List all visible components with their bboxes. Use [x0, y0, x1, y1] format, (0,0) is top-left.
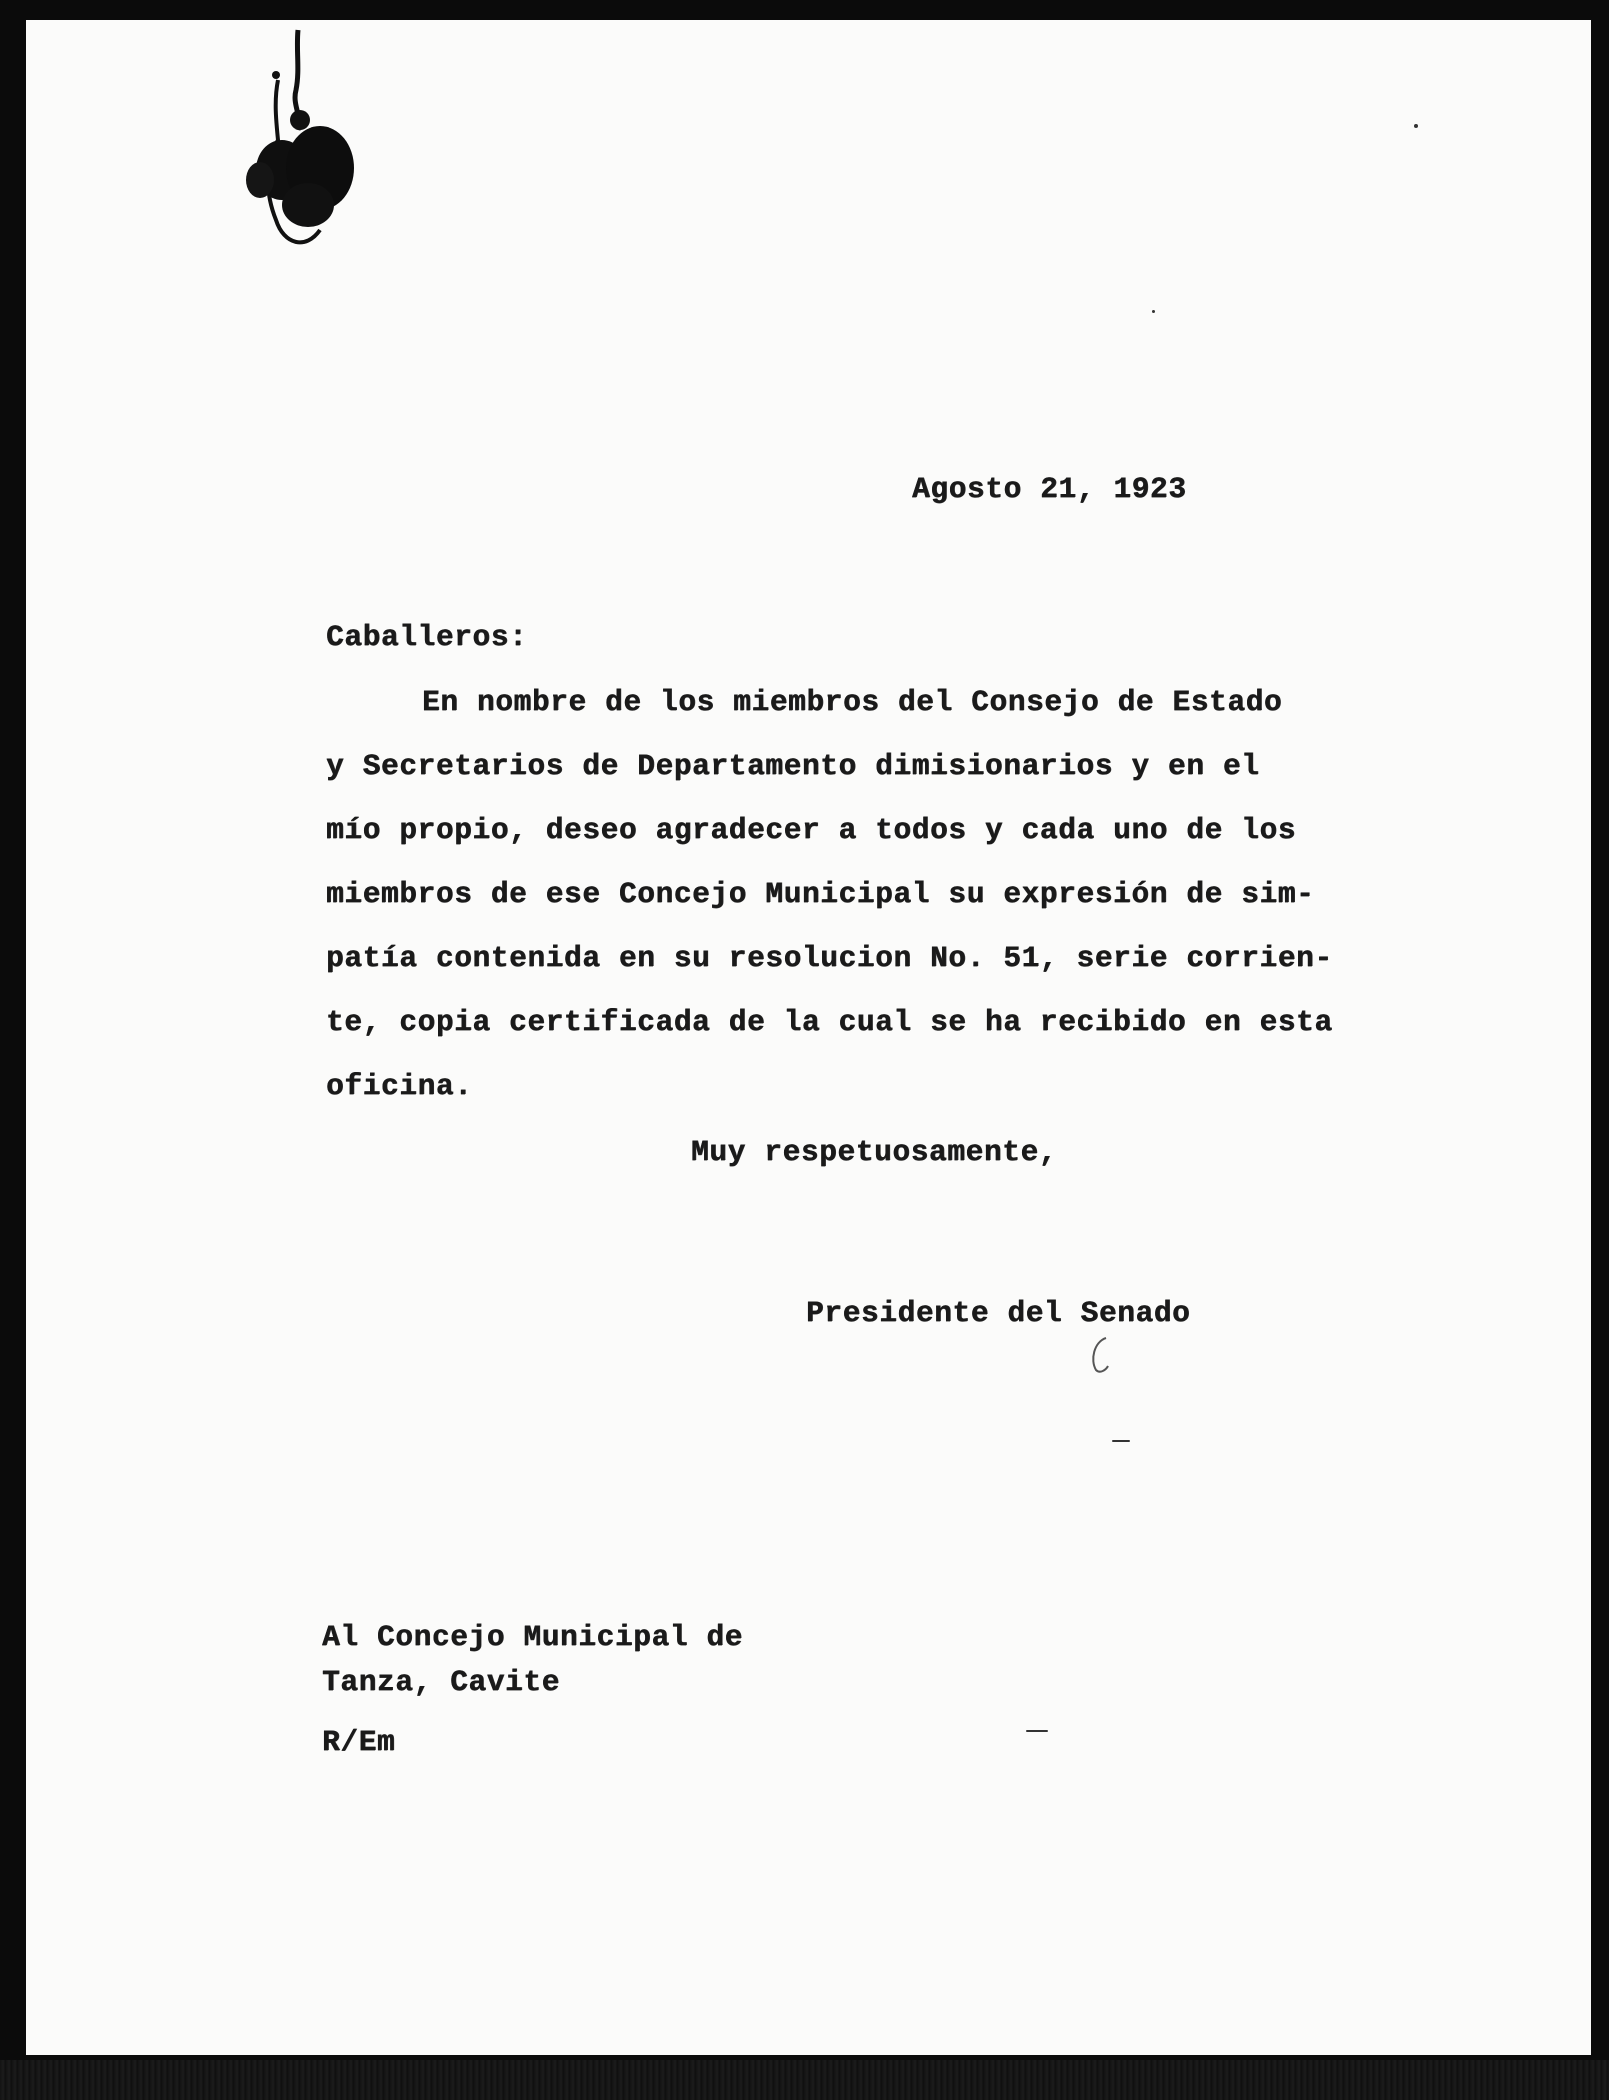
paper-speck: [1026, 1730, 1048, 1732]
closing: Muy respetuosamente,: [691, 1135, 1058, 1169]
body-line: miembros de ese Concejo Municipal su expresión de sim-: [326, 877, 1315, 911]
film-edge: [0, 2060, 1609, 2100]
paper-speck: [1152, 310, 1155, 313]
letter-date: Agosto 21, 1923: [912, 472, 1187, 506]
reference-initials: R/Em: [322, 1725, 396, 1759]
body-line: patía contenida en su resolucion No. 51, serie corrien-: [326, 941, 1333, 975]
body-line: mío propio, deseo agradecer a todos y cada uno de los: [326, 813, 1297, 847]
addressee-line: Tanza, Cavite: [322, 1665, 560, 1699]
body-line: te, copia certificada de la cual se ha recibido en esta: [326, 1005, 1333, 1039]
body-line: En nombre de los miembros del Consejo de Estado: [422, 685, 1283, 719]
signatory-title: Presidente del Senado: [806, 1296, 1191, 1330]
body-line: oficina.: [326, 1069, 473, 1103]
salutation: Caballeros:: [326, 620, 528, 654]
paper-speck: [1112, 1440, 1130, 1442]
body-line: y Secretarios de Departamento dimisionarios y en el: [326, 749, 1260, 783]
handwritten-mark: [1076, 1330, 1126, 1390]
paper-speck: [1414, 124, 1418, 128]
addressee-line: Al Concejo Municipal de: [322, 1620, 743, 1654]
ink-blot-stain: [216, 20, 376, 300]
letter-page: [26, 20, 1591, 2055]
